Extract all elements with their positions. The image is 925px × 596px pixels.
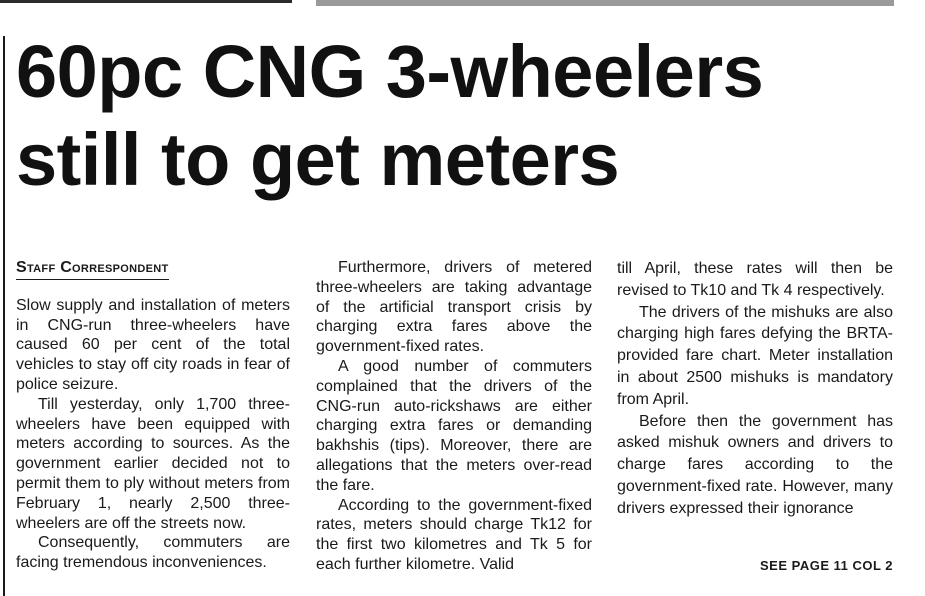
paragraph: Slow supply and installation of meters in CNG-run three-wheelers have caused 60 per cent of the total vehicles to stay off city roads in fear of police seizure. [16, 296, 290, 393]
continued-on-page-note: SEE PAGE 11 COL 2 [759, 558, 893, 573]
article-column-3 [617, 258, 893, 520]
paragraph: Consequently, commuters are facing tremendous inconveniences. [16, 534, 290, 572]
headline-line-1: 60pc CNG 3-wheelers [16, 30, 764, 113]
paragraph: Furthermore, drivers of metered three-wheelers are taking advantage of the artificial transport crisis by charging extra fares above the government-fixed rates. [316, 259, 592, 356]
paragraph: According to the government-fixed rates, meters should charge Tk12 for the first two kilometres and Tk 5 for each further kilometre. Valid [316, 496, 592, 573]
byline: Staff Correspondent [16, 258, 169, 280]
top-rule-right [316, 0, 894, 6]
paragraph: Till yesterday, only 1,700 three-wheelers have been equipped with meters according to sources. As the government earlier decided not to permit them to ply without meters from February 1, nearly 2,500 three-wheelers are off the streets now. [16, 395, 290, 532]
paragraph: The drivers of the mishuks are also charging high fares defying the BRTA-provided fare chart. Meter installation in about 2500 mishuks is mandatory from April. [617, 303, 893, 408]
top-rule-left [0, 0, 292, 3]
headline [16, 28, 906, 204]
paragraph: till April, these rates will then be revised to Tk10 and Tk 4 respectively. [617, 260, 893, 299]
paragraph: Before then the government has asked mishuk owners and drivers to charge fares according to the government-fixed rate. However, many drivers expressed their ignorance [617, 412, 893, 517]
article-column-2 [316, 258, 592, 575]
column-border-left [3, 36, 5, 596]
headline-line-2: still to get meters [16, 118, 620, 201]
paragraph: A good number of commuters complained that the drivers of the CNG-run auto-rickshaws are either charging extra fares or demanding bakhshis (tips). Moreover, there are allegations that the meters over-read the fare. [316, 357, 592, 494]
article-column-1 [16, 258, 290, 573]
